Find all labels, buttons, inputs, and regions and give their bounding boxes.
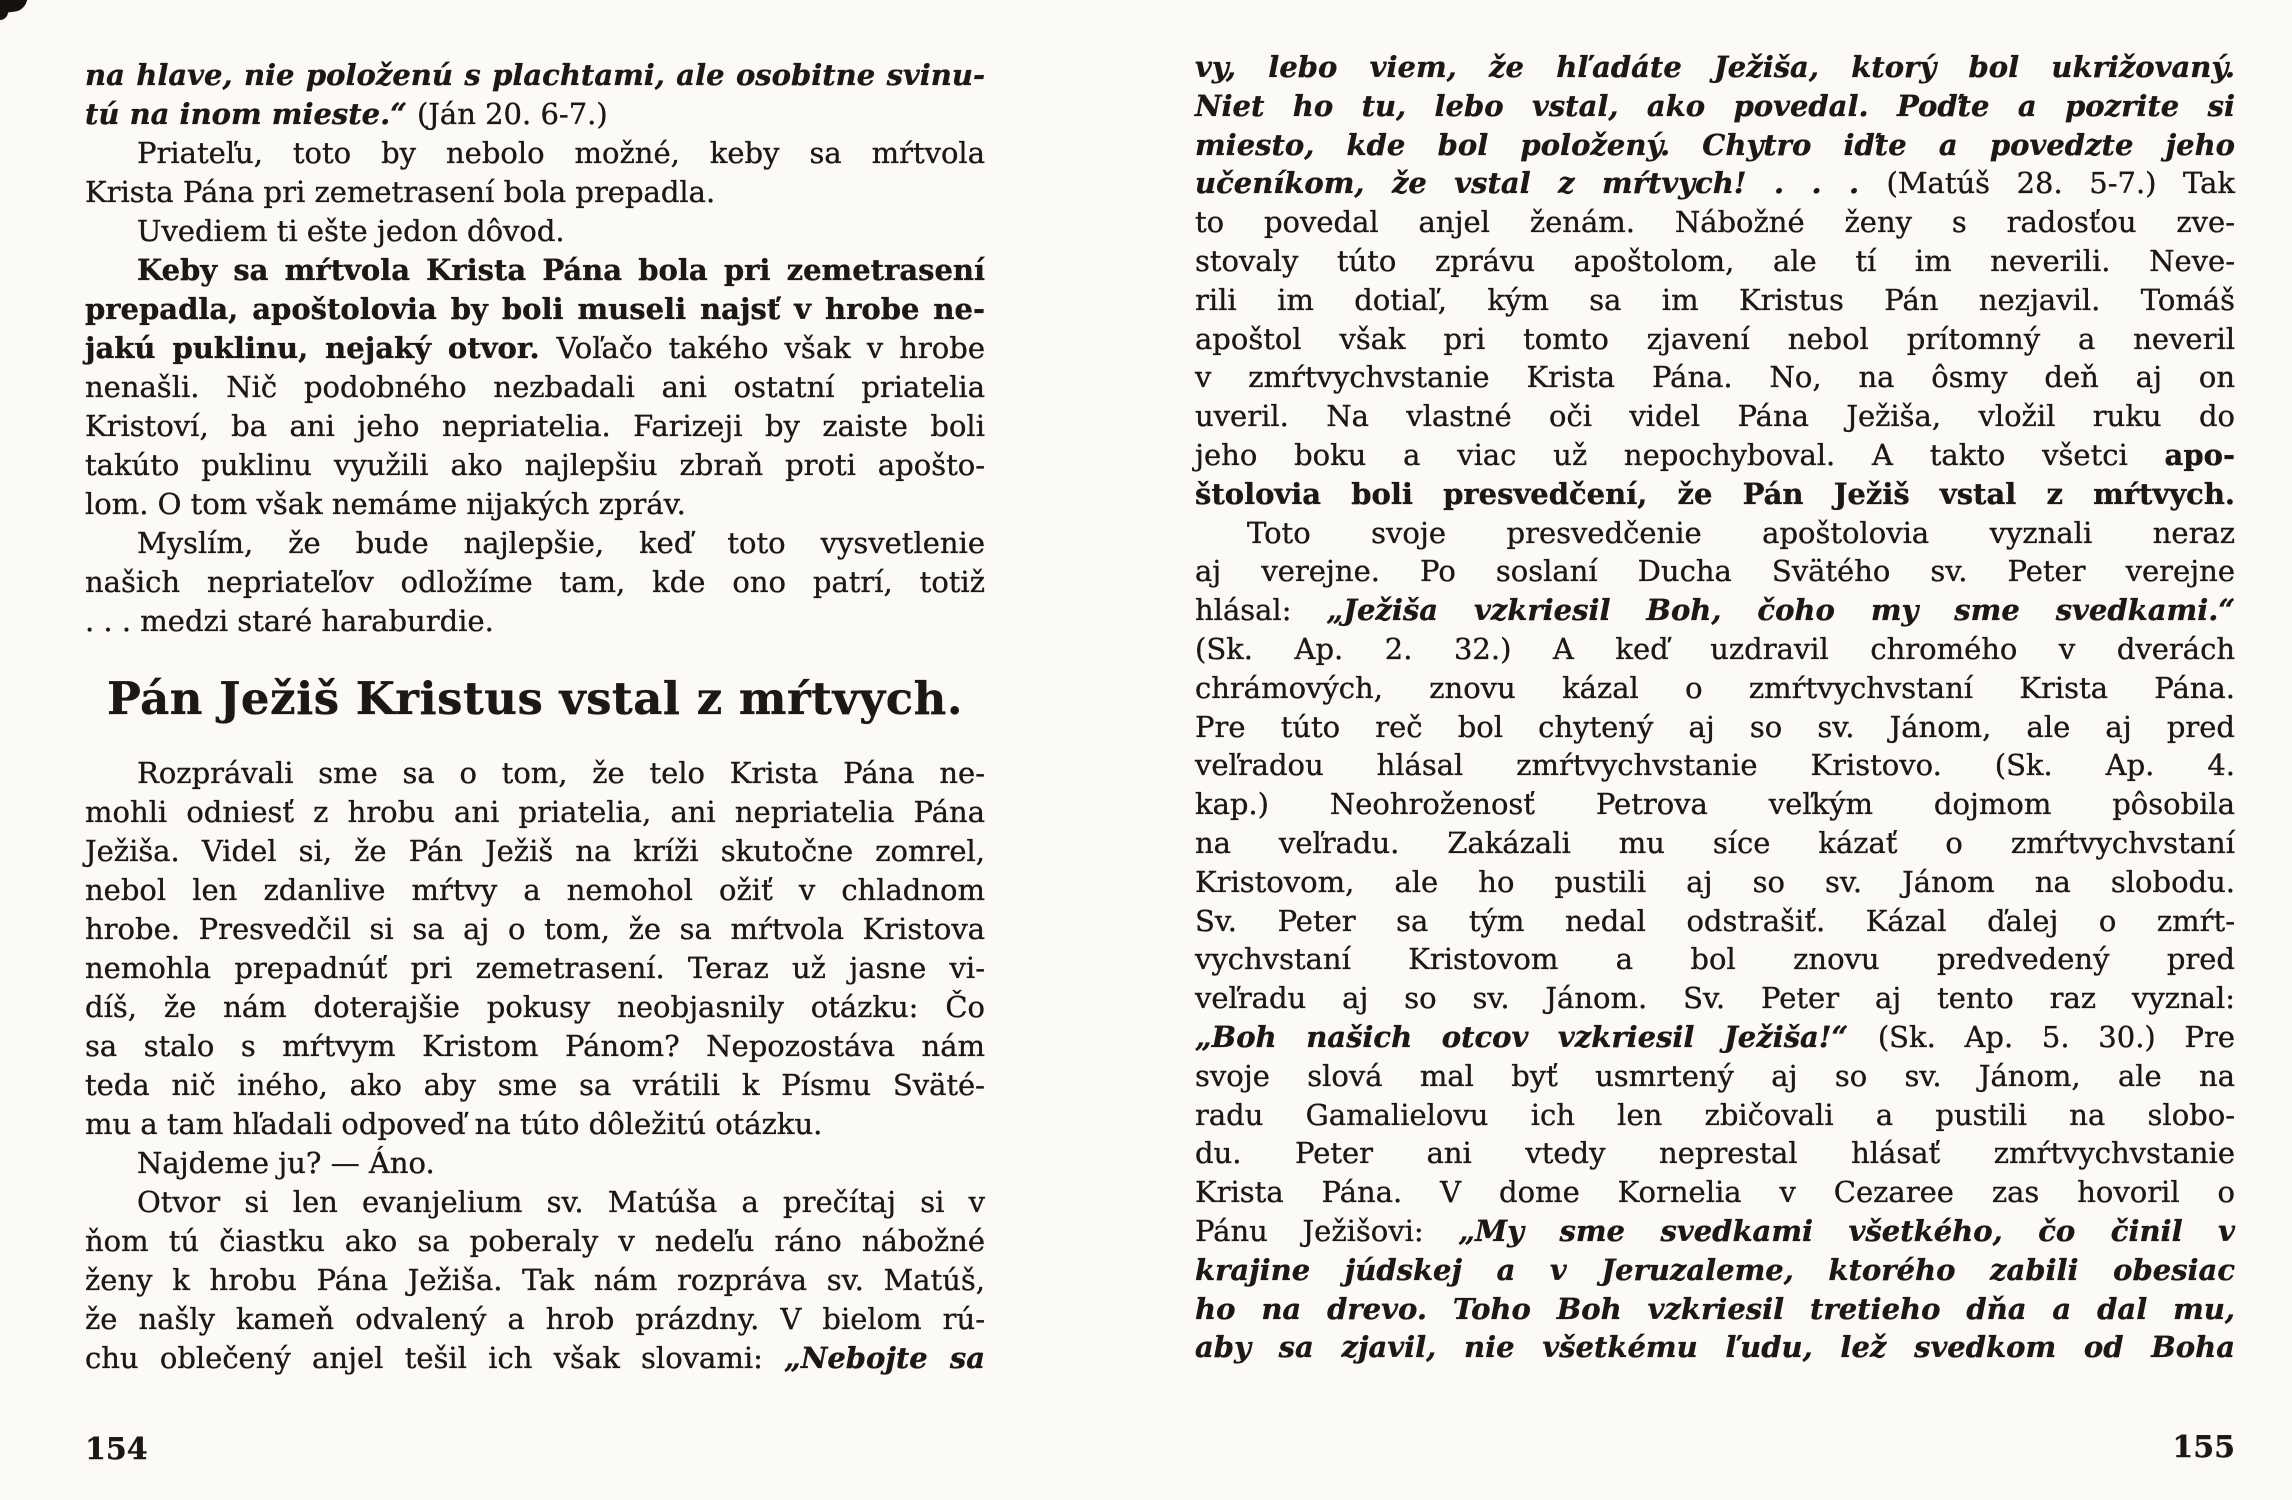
text-line [1195, 1251, 2235, 1290]
text-segment-r: to povedal anjel ženám. Nábožné ženy s radosťou zve- [1195, 205, 2235, 240]
page-left-text-column [85, 56, 985, 1378]
text-line [1195, 1173, 2235, 1212]
text-segment-r: na veľradu. Zakázali mu síce kázať o zmŕtvychvstaní [1195, 825, 2235, 860]
text-segment-r: v zmŕtvychvstanie Krista Pána. No, na ôsmy deň aj on [1195, 360, 2235, 395]
text-segment-bi: Niet ho tu, lebo vstal, ako povedal. Poďte a pozrite si [1195, 88, 2235, 123]
text-segment-r: Voľačo takého však v hrobe [556, 331, 985, 365]
text-segment-r: uveril. Na vlastné oči videl Pána Ježiša, vložil ruku do [1195, 399, 2235, 434]
scan-artifact-corner-small [0, 4, 8, 20]
text-segment-r: Uvediem ti ešte jedon dôvod. [137, 214, 565, 248]
text-segment-r: chu oblečený anjel tešil ich však slovami: [85, 1341, 785, 1375]
text-line [1195, 630, 2235, 669]
text-segment-b: prepadla, apoštolovia by boli museli najsť v hrobe ne- [85, 292, 985, 326]
text-segment-r: nebol len zdanlive mŕtvy a nemohol ožiť v chladnom [85, 873, 985, 907]
text-segment-r: takúto puklinu využili ako najlepšiu zbraň proti apošto- [85, 448, 985, 482]
text-line [85, 1339, 985, 1378]
text-segment-r: sa stalo s mŕtvym Kristom Pánom? Nepozostáva nám [85, 1029, 985, 1063]
text-line [1195, 1328, 2235, 1367]
text-line [1195, 552, 2235, 591]
text-line [1195, 863, 2235, 902]
text-line [1195, 669, 2235, 708]
text-line [85, 910, 985, 949]
text-line [85, 173, 985, 212]
text-line [85, 212, 985, 251]
text-segment-r: Krista Pána. V dome Kornelia v Cezaree zas hovoril o [1195, 1175, 2235, 1210]
text-segment-bi: krajine júdskej a v Jeruzaleme, ktorého zabili obesiac [1195, 1252, 2235, 1287]
text-line [85, 1183, 985, 1222]
text-segment-r: Toto svoje presvedčenie apoštolovia vyznali neraz [1247, 515, 2235, 550]
text-line [85, 949, 985, 988]
text-line [1195, 87, 2235, 126]
text-line [85, 368, 985, 407]
text-segment-r: apoštol však pri tomto zjavení nebol prítomný a neveril [1195, 321, 2235, 356]
page-right-text-column [1195, 48, 2235, 1367]
text-line [1195, 48, 2235, 87]
text-line [85, 251, 985, 290]
text-line [85, 134, 985, 173]
text-segment-r: nemohla prepadnúť pri zemetrasení. Teraz už jasne vi- [85, 951, 985, 985]
text-line [1195, 397, 2235, 436]
text-line [1195, 1057, 2235, 1096]
text-segment-r: Rozprávali sme sa o tom, že telo Krista Pána ne- [137, 756, 985, 790]
text-segment-r: Otvor si len evanjelium sv. Matúša a prečítaj si v [137, 1185, 985, 1219]
text-segment-r: ňom tú čiastku ako sa poberaly v nedeľu ráno nábožné [85, 1224, 985, 1258]
text-segment-r: . . . medzi staré haraburdie. [85, 604, 494, 638]
text-line [85, 290, 985, 329]
text-line [1195, 1096, 2235, 1135]
text-line [1195, 591, 2235, 630]
text-line [85, 95, 985, 134]
text-segment-bi: vy, lebo viem, že hľadáte Ježiša, ktorý bol ukrižovaný. [1195, 50, 2235, 84]
text-segment-r: (Sk. Ap. 2. 32.) A keď uzdravil chromého v dverách [1195, 631, 2235, 666]
text-line [1195, 358, 2235, 397]
text-line [85, 988, 985, 1027]
text-segment-r: (Sk. Ap. 5. 30.) Pre [1877, 1019, 2235, 1054]
text-line [1195, 746, 2235, 785]
text-segment-r: chrámových, znovu kázal o zmŕtvychvstaní Krista Pána. [1195, 670, 2235, 705]
text-segment-r: Myslím, že bude najlepšie, keď toto vysvetlenie [137, 526, 985, 560]
text-segment-bi: „Nebojte sa [784, 1341, 985, 1375]
text-segment-r: hrobe. Presvedčil si sa aj o tom, že sa mŕtvola Kristova [85, 912, 985, 946]
text-line [85, 329, 985, 368]
text-line [1195, 203, 2235, 242]
text-segment-r: vychvstaní Kristovom a bol znovu predvedený pred [1195, 942, 2235, 977]
text-line [1195, 1290, 2235, 1329]
text-line [1195, 320, 2235, 359]
page-number-right: 155 [2172, 1430, 2235, 1465]
text-line [1195, 514, 2235, 553]
text-line [85, 1261, 985, 1300]
text-line [1195, 164, 2235, 203]
text-segment-bi: „My sme svedkami všetkého, čo činil v [1458, 1213, 2235, 1248]
text-line [1195, 475, 2235, 514]
text-segment-bi: „Ježiša vzkriesil Boh, čoho my sme svedkami.“ [1326, 593, 2235, 628]
text-line [85, 871, 985, 910]
text-line [1195, 126, 2235, 165]
text-segment-bi: tú na inom mieste.“ [85, 97, 417, 131]
text-segment-r: jeho boku a viac už nepochyboval. A takto všetci [1195, 437, 2165, 472]
text-segment-bi: učeníkom, že vstal z mŕtvych! . . . [1195, 166, 1887, 201]
text-line [1195, 902, 2235, 941]
text-line [1195, 242, 2235, 281]
text-segment-r: Kristoví, ba ani jeho nepriatelia. Farizeji by zaiste boli [85, 409, 985, 443]
text-segment-r: (Ján 20. 6-7.) [416, 97, 608, 131]
text-line [85, 1105, 985, 1144]
text-segment-r: díš, že nám doterajšie pokusy neobjasnily otázku: Čo [85, 990, 985, 1024]
text-segment-bi: na hlave, nie položenú s plachtami, ale osobitne svinu- [85, 58, 985, 92]
text-line [1195, 1018, 2235, 1057]
text-line [1195, 281, 2235, 320]
text-line [1195, 824, 2235, 863]
text-segment-bi: miesto, kde bol položený. Chytro iďte a povedzte jeho [1195, 127, 2235, 162]
text-segment-h: Pán Ježiš Kristus vstal z mŕtvych. [106, 672, 964, 725]
text-segment-b: apo- [2164, 437, 2235, 472]
text-line [85, 1027, 985, 1066]
text-segment-r: Pánu Ježišovi: [1195, 1213, 1459, 1248]
text-line [1195, 979, 2235, 1018]
text-line [85, 1144, 985, 1183]
text-segment-r: ženy k hrobu Pána Ježiša. Tak nám rozpráva sv. Matúš, [85, 1263, 985, 1297]
text-segment-r: mohli odniesť z hrobu ani priatelia, ani nepriatelia Pána [85, 795, 985, 829]
text-segment-r: Sv. Peter sa tým nedal odstrašiť. Kázal ďalej o zmŕt- [1195, 903, 2235, 938]
text-segment-r: mu a tam hľadali odpoveď na túto dôležitú otázku. [85, 1107, 823, 1141]
text-line [85, 485, 985, 524]
text-segment-b: jakú puklinu, nejaký otvor. [85, 331, 557, 365]
text-segment-bi: „Boh našich otcov vzkriesil Ježiša!“ [1195, 1019, 1878, 1054]
text-line [85, 832, 985, 871]
text-segment-r: kap.) Neohroženosť Petrova veľkým dojmom pôsobila [1195, 787, 2235, 822]
text-segment-r: aj verejne. Po soslaní Ducha Svätého sv. Peter verejne [1195, 554, 2235, 589]
text-line [85, 1222, 985, 1261]
text-segment-r: Pre túto reč bol chytený aj so sv. Jánom, ale aj pred [1195, 709, 2235, 744]
text-line [1195, 785, 2235, 824]
text-line [85, 407, 985, 446]
text-line [1195, 436, 2235, 475]
text-line [85, 563, 985, 602]
text-segment-r: hlásal: [1195, 593, 1327, 628]
text-line [85, 1066, 985, 1105]
text-segment-r: rili im dotiaľ, kým sa im Kristus Pán nezjavil. Tomáš [1195, 282, 2235, 317]
text-line [1195, 1134, 2235, 1173]
text-segment-r: Najdeme ju? — Áno. [137, 1146, 435, 1180]
text-segment-r: Krista Pána pri zemetrasení bola prepadla. [85, 175, 716, 209]
text-line [1195, 1212, 2235, 1251]
text-segment-r: radu Gamalielovu ich len zbičovali a pustili na slobo- [1195, 1097, 2235, 1132]
text-segment-r: veľradou hlásal zmŕtvychvstanie Kristovo. (Sk. Ap. 4. [1195, 748, 2235, 783]
section-heading [85, 672, 985, 725]
text-line [85, 1300, 985, 1339]
text-segment-r: (Matúš 28. 5-7.) Tak [1886, 166, 2235, 201]
text-segment-r: veľradu aj so sv. Jánom. Sv. Peter aj tento raz vyznal: [1195, 981, 2235, 1016]
text-line [85, 793, 985, 832]
text-segment-r: Priateľu, toto by nebolo možné, keby sa mŕtvola [137, 136, 985, 170]
text-segment-r: nenašli. Nič podobného nezbadali ani ostatní priatelia [85, 370, 985, 404]
text-segment-r: že našly kameň odvalený a hrob prázdny. V bielom rú- [85, 1302, 985, 1336]
text-segment-r: teda nič iného, ako aby sme sa vrátili k Písmu Sväté- [85, 1068, 985, 1102]
text-segment-bi: ho na drevo. Toho Boh vzkriesil tretieho dňa a dal mu, [1195, 1291, 2235, 1326]
text-segment-b: Keby sa mŕtvola Krista Pána bola pri zemetrasení [137, 253, 985, 287]
text-segment-r: Ježiša. Videl si, že Pán Ježiš na kríži skutočne zomrel, [85, 834, 985, 868]
text-segment-r: Kristovom, ale ho pustili aj so sv. Jánom na slobodu. [1195, 864, 2235, 899]
text-line [85, 602, 985, 641]
text-segment-r: lom. O tom však nemáme nijakých zpráv. [85, 487, 686, 521]
page-number-left: 154 [85, 1432, 148, 1467]
text-segment-b: štolovia boli presvedčení, že Pán Ježiš vstal z mŕtvych. [1195, 476, 2235, 511]
text-segment-bi: aby sa zjavil, nie všetkému ľudu, lež svedkom od Boha [1195, 1330, 2235, 1365]
text-segment-r: svoje slová mal byť usmrtený aj so sv. Jánom, ale na [1195, 1058, 2235, 1093]
text-line [85, 754, 985, 793]
text-segment-r: du. Peter ani vtedy neprestal hlásať zmŕtvychvstanie [1195, 1136, 2235, 1171]
text-line [85, 524, 985, 563]
text-line [1195, 708, 2235, 747]
text-line [1195, 940, 2235, 979]
text-line [85, 56, 985, 95]
text-segment-r: našich nepriateľov odložíme tam, kde ono patrí, totiž [85, 565, 985, 599]
text-segment-r: stovaly túto zprávu apoštolom, ale tí im neverili. Neve- [1195, 243, 2235, 278]
text-line [85, 446, 985, 485]
